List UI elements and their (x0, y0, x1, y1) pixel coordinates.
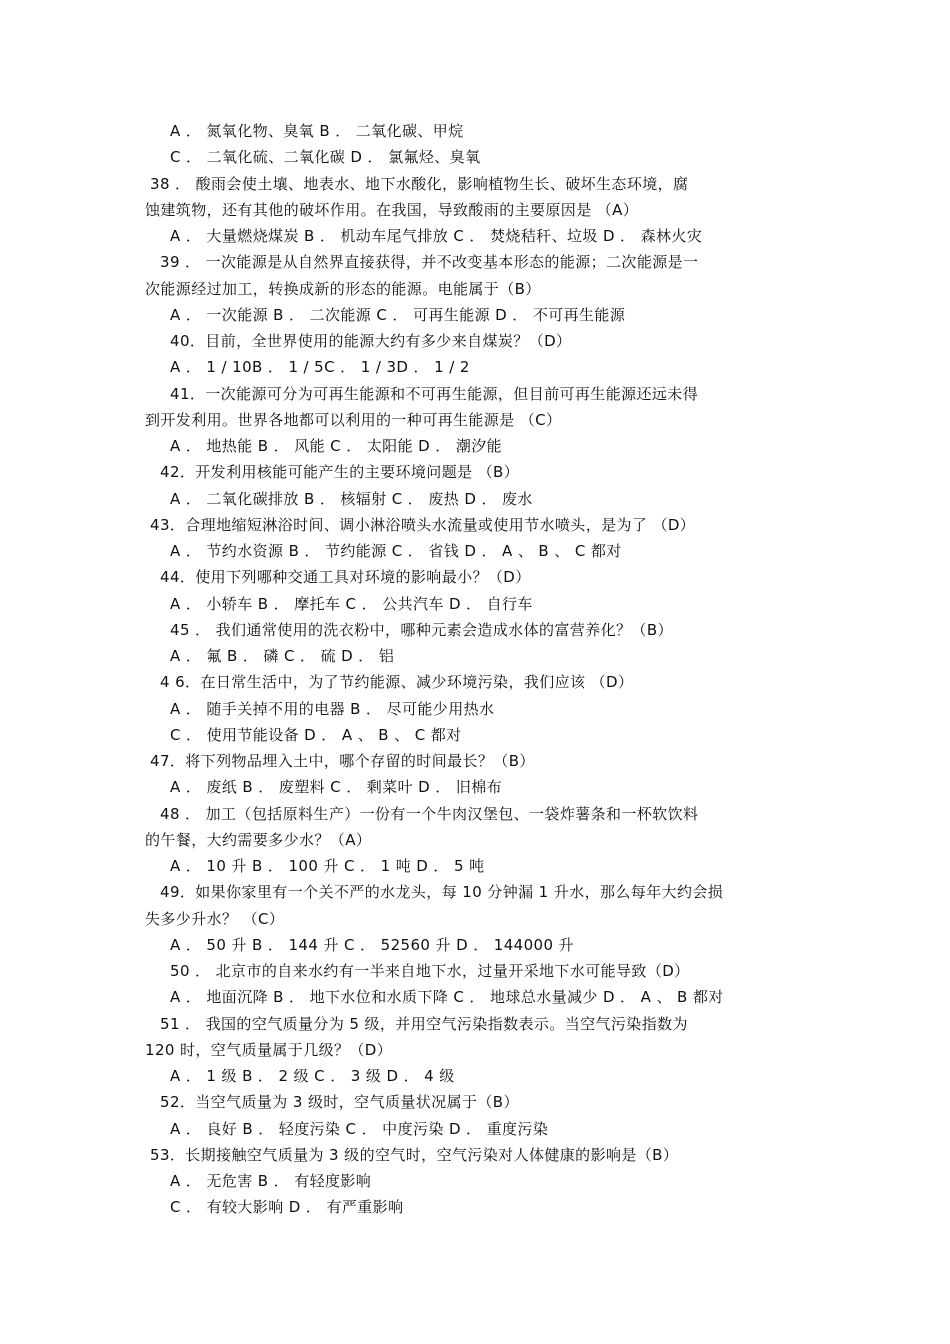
text-line: A ． 一次能源 B ． 二次能源 C ． 可再生能源 D ． 不可再生能源 (170, 305, 626, 324)
text-line: 40．目前，全世界使用的能源大约有多少来自煤炭？（D） (170, 332, 572, 350)
text-line: A ． 地面沉降 B ． 地下水位和水质下降 C ． 地球总水量减少 D ． A 、 B 都对 (170, 988, 724, 1007)
text-line: A ． 1 级 B ． 2 级 C ． 3 级 D ． 4 级 (170, 1067, 455, 1085)
text-line: 4 6．在日常生活中，为了节约能源、减少环境污染，我们应该 （D） (160, 673, 634, 692)
text-line: 到开发利用。世界各地都可以利用的一种可再生能源是 （C） (145, 410, 562, 429)
text-line: A ． 随手关掉不用的电器 B ． 尽可能少用热水 (170, 699, 495, 718)
text-line: 53．长期接触空气质量为 3 级的空气时，空气污染对人体健康的影响是（B） (150, 1145, 679, 1164)
text-line: A ． 二氧化碳排放 B ． 核辐射 C ． 废热 D ． 废水 (170, 489, 533, 508)
text-line: A ． 氟 B ． 磷 C ． 硫 D ． 铝 (170, 647, 395, 665)
text-line: 44．使用下列哪种交通工具对环境的影响最小？（D） (160, 568, 531, 587)
text-line: C ． 使用节能设备 D ． A 、 B 、 C 都对 (170, 725, 462, 744)
text-line: C ． 二氧化硫、二氧化碳 D ． 氯氟烃、臭氧 (170, 148, 481, 167)
text-line: A ． 小轿车 B ． 摩托车 C ． 公共汽车 D ． 自行车 (170, 594, 533, 613)
text-line: 蚀建筑物，还有其他的破坏作用。在我国，导致酸雨的主要原因是 （A） (145, 200, 639, 219)
text-line: 38 ． 酸雨会使土壤、地表水、地下水酸化，影响植物生长、破坏生态环境，腐 (150, 174, 689, 193)
text-line: 次能源经过加工，转换成新的形态的能源。电能属于（B） (145, 279, 541, 298)
question-list (0, 118, 950, 1221)
text-line: C ． 有较大影响 D ． 有严重影响 (170, 1198, 404, 1217)
text-line: 49．如果你家里有一个关不严的水龙头，每 10 分钟漏 1 升水，那么每年大约会损 (160, 883, 724, 902)
text-line: A ． 无危害 B ． 有轻度影响 (170, 1172, 372, 1190)
text-line: A ． 地热能 B ． 风能 C ． 太阳能 D ． 潮汐能 (170, 437, 503, 455)
text-line: 120 时，空气质量属于几级？（D） (145, 1040, 393, 1059)
text-line: 39 ． 一次能源是从自然界直接获得，并不改变基本形态的能源；二次能源是一 (160, 253, 699, 272)
text-line: A ． 废纸 B ． 废塑料 C ． 剩菜叶 D ． 旧棉布 (170, 778, 503, 797)
text-line: 41．一次能源可分为可再生能源和不可再生能源，但目前可再生能源还远未得 (170, 384, 699, 403)
text-line: A ． 氮氧化物、臭氧 B ． 二氧化碳、甲烷 (170, 122, 464, 140)
text-line: 48 ． 加工（包括原料生产）一份有一个牛肉汉堡包、一袋炸薯条和一杯软饮料 (160, 804, 699, 823)
text-line: A ． 1 / 10B ． 1 / 5C ． 1 / 3D ． 1 / 2 (170, 358, 470, 377)
text-line: A ． 10 升 B ． 100 升 C ． 1 吨 D ． 5 吨 (170, 857, 485, 875)
text-line: 51 ． 我国的空气质量分为 5 级，并用空气污染指数表示。当空气污染指数为 (160, 1014, 688, 1033)
text-line: A ． 良好 B ． 轻度污染 C ． 中度污染 D ． 重度污染 (170, 1119, 549, 1138)
text-line: 45 ． 我们通常使用的洗衣粉中，哪种元素会造成水体的富营养化？（B） (170, 620, 673, 639)
text-line: A ． 节约水资源 B ． 节约能源 C ． 省钱 D ． A 、 B 、 C 都对 (170, 542, 622, 560)
text-line: 47．将下列物品埋入土中，哪个存留的时间最长？（B） (150, 752, 535, 770)
text-line: 42．开发利用核能可能产生的主要环境问题是 （B） (160, 463, 520, 482)
text-line: 52．当空气质量为 3 级时，空气质量状况属于（B） (160, 1093, 519, 1112)
text-line: 43．合理地缩短淋浴时间、调小淋浴喷头水流量或使用节水喷头，是为了 （D） (150, 515, 696, 534)
text-line: 的午餐，大约需要多少水？（A） (145, 830, 372, 849)
text-line: A ． 50 升 B ． 144 升 C ． 52560 升 D ． 144000 升 (170, 935, 574, 954)
text-line: 50 ． 北京市的自来水约有一半来自地下水，过量开采地下水可能导致（D） (170, 962, 690, 980)
text-line: 失多少升水？ （C） (145, 909, 285, 928)
text-line: A ． 大量燃烧煤炭 B ． 机动车尾气排放 C ． 焚烧秸秆、垃圾 D ． 森林火灾 (170, 227, 703, 245)
